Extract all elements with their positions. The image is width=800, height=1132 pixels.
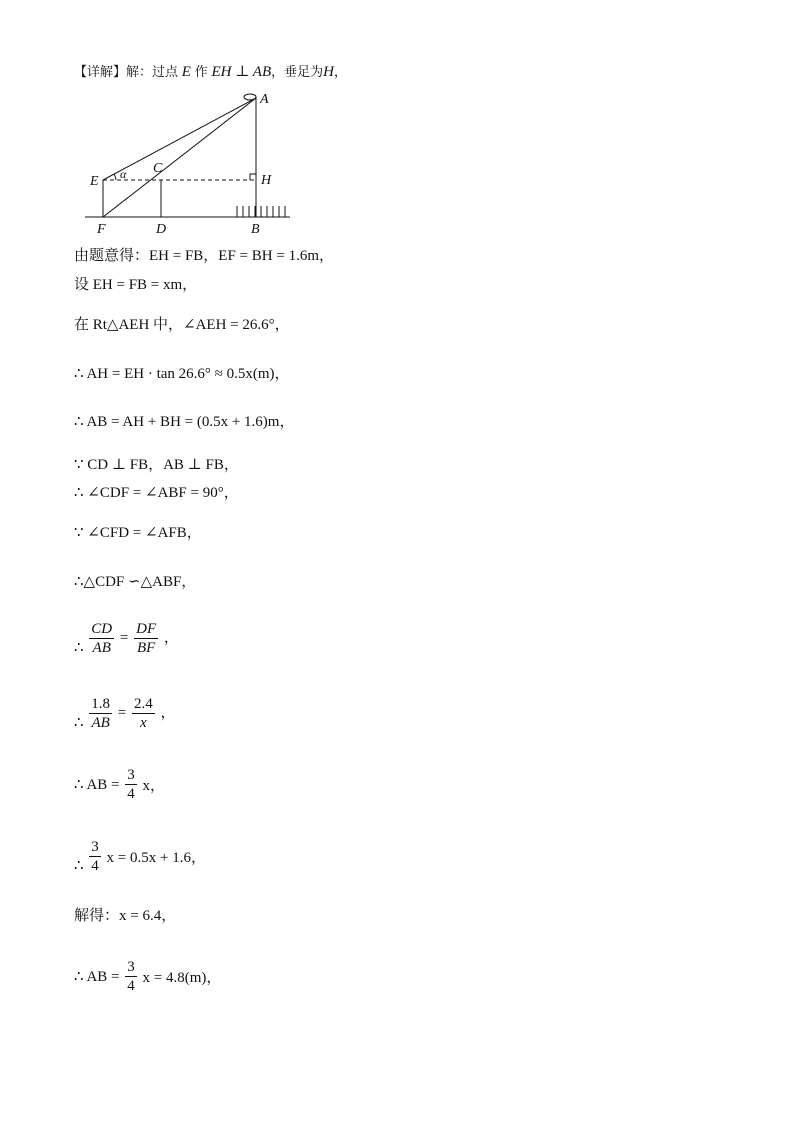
step-10-post: ， — [163, 629, 179, 646]
fraction-num: 3 — [91, 839, 99, 855]
angle-arc — [114, 174, 116, 180]
step-12-pre: ∴ AB = — [74, 777, 120, 793]
step-10-pre: ∴ — [74, 640, 84, 656]
label-alpha: α — [120, 167, 127, 181]
equals-sign: = — [117, 704, 127, 721]
fraction-den: x — [140, 715, 147, 731]
label-e: E — [90, 174, 99, 189]
step-11-post: ， — [160, 704, 176, 721]
label-f: F — [97, 222, 106, 237]
step-8: ∵ ∠CFD = ∠AFB， — [74, 525, 202, 541]
section-tag: 【详解】 — [74, 65, 127, 80]
header-line — [74, 62, 347, 83]
intro-text: 解：过点 — [126, 65, 179, 80]
right-angle-mark — [250, 174, 256, 180]
step-7: ∴ ∠CDF = ∠ABF = 90°， — [74, 485, 239, 501]
label-b: B — [251, 222, 260, 237]
point-h: H — [323, 64, 334, 80]
label-d: D — [156, 222, 167, 237]
foot-text: ，垂足为 — [271, 65, 324, 80]
fraction-den: 4 — [127, 786, 135, 802]
perp-expr: EH ⊥ AB — [211, 64, 272, 80]
top-loop — [244, 94, 256, 100]
step-3: 在 Rt△AEH 中，∠AEH = 26.6°， — [74, 317, 290, 333]
step-14: 解得：x = 6.4， — [74, 908, 177, 924]
step-6: ∵ CD ⊥ FB，AB ⊥ FB， — [74, 457, 239, 473]
step-13 — [74, 838, 206, 875]
fraction-num: 3 — [127, 767, 135, 783]
fraction-den: BF — [136, 640, 156, 656]
make-text: 作 — [194, 65, 208, 80]
fraction-den: 4 — [127, 978, 135, 994]
step-5: ∴ AB = AH + BH = (0.5x + 1.6)m， — [74, 414, 295, 430]
step-15-pre: ∴ AB = — [74, 969, 120, 985]
label-h: H — [261, 173, 272, 188]
fraction-18-ab — [89, 695, 112, 732]
fraction-num: DF — [136, 621, 157, 637]
step-13-pre: ∴ — [74, 858, 84, 874]
fraction-den: AB — [92, 640, 111, 656]
step-15-post: x = 4.8(m)， — [142, 970, 222, 986]
fraction-24-x — [132, 695, 155, 732]
segment-fa — [103, 98, 256, 217]
ground-hatching — [235, 206, 290, 217]
step-11-pre: ∴ — [74, 715, 84, 731]
fraction-num: 3 — [127, 959, 135, 975]
fraction-num: CD — [91, 621, 113, 637]
step-4: ∴ AH = EH · tan 26.6° ≈ 0.5x(m)， — [74, 366, 290, 382]
fraction-3-4 — [125, 958, 137, 995]
fraction-df-bf — [134, 620, 158, 657]
end-comma: ， — [333, 65, 347, 80]
step-9: ∴△CDF ∽△ABF， — [74, 574, 197, 590]
fraction-cd-ab — [89, 620, 114, 657]
fraction-den: AB — [91, 715, 110, 731]
step-12-post: x， — [142, 778, 166, 794]
fraction-den: 4 — [91, 858, 99, 874]
step-11 — [74, 695, 176, 732]
step-15 — [74, 958, 221, 995]
label-a: A — [260, 92, 269, 107]
geometry-figure — [80, 88, 310, 238]
point-e: E — [181, 64, 191, 80]
step-13-post: x = 0.5x + 1.6， — [106, 850, 206, 866]
step-10 — [74, 620, 179, 657]
fraction-3-4 — [89, 838, 101, 875]
step-1: 由题意得：EH = FB，EF = BH = 1.6m， — [74, 248, 334, 264]
step-2: 设 EH = FB = xm， — [74, 277, 198, 293]
fraction-num: 1.8 — [91, 696, 111, 712]
step-12 — [74, 766, 165, 803]
fraction-num: 2.4 — [134, 696, 153, 712]
fraction-3-4 — [125, 766, 137, 803]
label-c: C — [153, 161, 163, 176]
equals-sign: = — [119, 629, 129, 646]
